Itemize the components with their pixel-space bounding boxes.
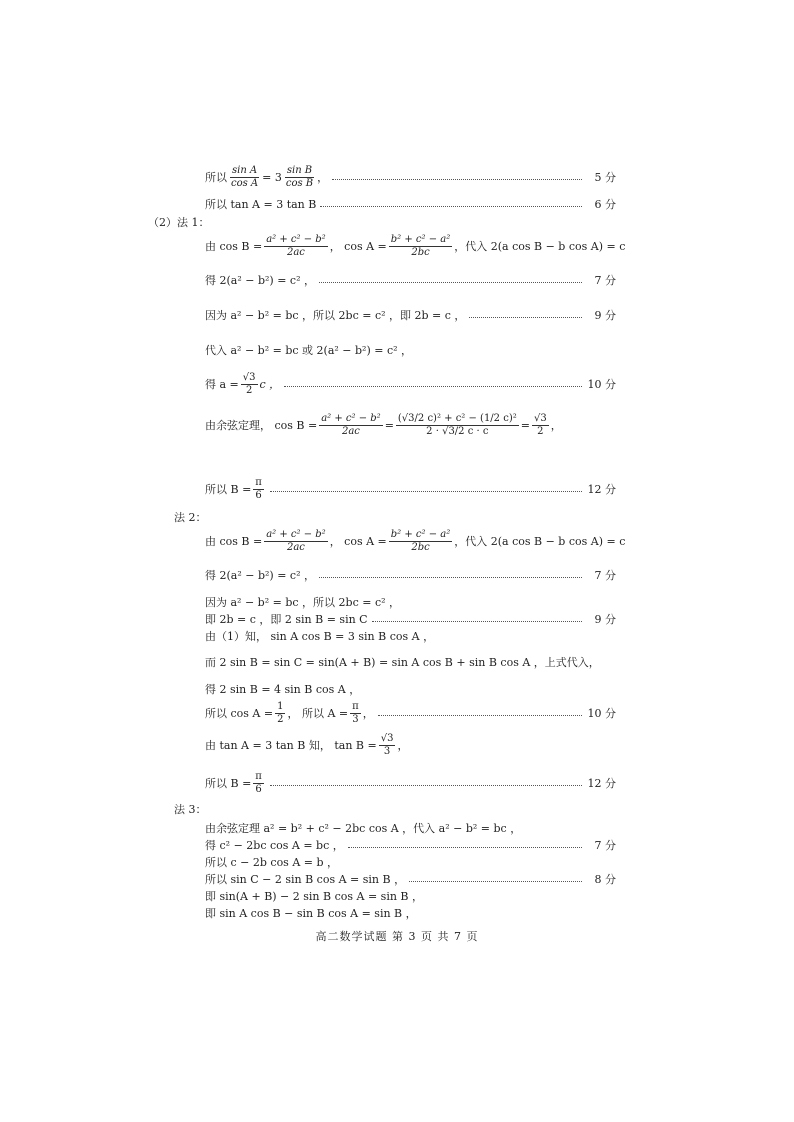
fraction: $\frac{\text{a² + c² − b²}}{2ac}$ xyxy=(321,413,381,437)
m2-line7 xyxy=(205,681,616,697)
m2-line6 xyxy=(205,654,616,670)
method3-label: 法 3： xyxy=(174,803,207,816)
m2-line2-text: 得 2(a² − b²) = c² ， xyxy=(205,569,315,582)
score-mark: 5 分 xyxy=(594,171,616,184)
m3-line5 xyxy=(205,888,616,904)
part1-line1-suffix: ， xyxy=(317,171,329,184)
m2-line3 xyxy=(205,594,616,610)
m3-line3 xyxy=(205,854,616,870)
m2-line5-text: 由（1）知， sin A cos B = 3 sin B cos A ， xyxy=(205,630,435,643)
dot-leader xyxy=(270,785,582,786)
m3-line1-text: 由余弦定理 a² = b² + c² − 2bc cos A ，代入 a² − b² = bc ， xyxy=(205,822,522,835)
m2-line1 xyxy=(205,529,626,553)
m2-line1-post: ，代入 2(a cos B − b cos A) = c xyxy=(454,535,626,548)
score-mark: 7 分 xyxy=(594,569,616,582)
m3-line4 xyxy=(205,871,616,887)
fraction: $\frac{√3}{2}$ xyxy=(533,413,547,437)
m1-line5-pre: 得 a = xyxy=(205,378,239,391)
fraction: $\frac{\pi}{6}$ xyxy=(255,771,262,795)
score-mark: 9 分 xyxy=(594,613,616,626)
m2-line8-pre: 所以 cos A = xyxy=(205,707,274,720)
score-mark: 8 分 xyxy=(594,873,616,886)
dot-leader xyxy=(319,577,582,578)
m1-line7-pre: 所以 B = xyxy=(205,483,252,496)
part1-line2 xyxy=(205,196,616,212)
score-mark: 12 分 xyxy=(587,483,616,496)
dot-leader xyxy=(284,386,582,387)
fraction: $\frac{√3}{2}$ xyxy=(242,372,256,396)
fraction: $\frac{1}{2}$ xyxy=(277,701,284,725)
m1-line6-pre: 由余弦定理， cos B = xyxy=(205,419,318,432)
m2-line9-post: ， xyxy=(397,739,409,752)
fraction: $\frac{\text{b² + c² − a²}}{2bc}$ xyxy=(390,234,451,258)
m2-line4-text: 即 2b = c ，即 2 sin B = sin C xyxy=(205,613,368,626)
part1-line1 xyxy=(205,165,616,189)
part1-line1-mid: = 3 xyxy=(262,170,282,184)
m1-line2-text: 得 2(a² − b²) = c² ， xyxy=(205,274,315,287)
m3-line1 xyxy=(205,820,616,836)
m2-line1-mid: ， cos A = xyxy=(329,535,387,548)
m1-line1-mid: ， cos A = xyxy=(329,240,387,253)
score-mark: 7 分 xyxy=(594,274,616,287)
m3-line2-text: 得 c² − 2bc cos A = bc ， xyxy=(205,839,344,852)
m1-line1-pre: 由 cos B = xyxy=(205,240,263,253)
fraction-sinA-over-cosA: $\frac{\text{sin A}}{\text{cos A}}$ xyxy=(231,165,259,189)
score-mark: 10 分 xyxy=(587,378,616,391)
score-mark: 12 分 xyxy=(587,777,616,790)
m2-line8 xyxy=(205,701,616,725)
m3-line4-text: 所以 sin C − 2 sin B cos A = sin B ， xyxy=(205,873,406,886)
m2-line7-text: 得 2 sin B = 4 sin B cos A ， xyxy=(205,683,361,696)
m2-line3-text: 因为 a² − b² = bc ，所以 2bc = c² ， xyxy=(205,596,401,609)
fraction: $\frac{\text{a² + c² − b²}}{2ac}$ xyxy=(266,529,326,553)
score-mark: 9 分 xyxy=(594,309,616,322)
m1-line1-post: ，代入 2(a cos B − b cos A) = c xyxy=(454,240,626,253)
fraction: $\frac{\pi}{3}$ xyxy=(352,701,359,725)
dot-leader xyxy=(348,847,582,848)
equals-sign: = xyxy=(384,418,394,432)
page-footer: 高二数学试题 第 3 页 共 7 页 xyxy=(315,930,479,943)
method2-label: 法 2： xyxy=(174,511,207,524)
part2-label: （2）法 1： xyxy=(148,216,210,229)
dot-leader xyxy=(332,179,582,180)
fraction: $\frac{\pi}{6}$ xyxy=(255,477,262,501)
m2-line9-pre: 由 tan A = 3 tan B 知， tan B = xyxy=(205,739,377,752)
dot-leader xyxy=(319,282,582,283)
dot-leader xyxy=(378,715,582,716)
m2-line6-text: 而 2 sin B = sin C = sin(A + B) = sin A cos B + sin B cos A ，上式代入， xyxy=(205,656,600,669)
dot-leader xyxy=(372,621,582,622)
m2-line10 xyxy=(205,771,616,795)
part1-line1-prefix: 所以 xyxy=(205,171,227,184)
m1-line3 xyxy=(205,307,616,323)
dot-leader xyxy=(270,491,582,492)
m1-line4 xyxy=(205,342,616,358)
m1-line5 xyxy=(205,372,616,396)
fraction: $\frac{\text{(√3/2 c)² + c² − (1/2 c)²}}{2 \cdot √3/2 c \cdot c}$ xyxy=(397,413,517,437)
m3-line6-text: 即 sin A cos B − sin B cos A = sin B ， xyxy=(205,907,417,920)
fraction: $\frac{\text{b² + c² − a²}}{2bc}$ xyxy=(390,529,451,553)
m2-line4 xyxy=(205,611,616,627)
fraction-sinB-over-cosB: $\frac{\text{sin B}}{\text{cos B}}$ xyxy=(285,165,314,189)
m3-line5-text: 即 sin(A + B) − 2 sin B cos A = sin B ， xyxy=(205,890,423,903)
fraction: $\frac{\text{a² + c² − b²}}{2ac}$ xyxy=(266,234,326,258)
m1-line6-post: ， xyxy=(550,419,562,432)
score-mark: 10 分 xyxy=(587,707,616,720)
part1-line2-text: 所以 tan A = 3 tan B xyxy=(205,198,317,211)
m3-line6 xyxy=(205,905,616,921)
m2-line8-post: ， xyxy=(362,707,374,720)
m2-line10-pre: 所以 B = xyxy=(205,777,252,790)
m2-line1-pre: 由 cos B = xyxy=(205,535,263,548)
m1-line1 xyxy=(205,234,626,258)
dot-leader xyxy=(320,206,582,207)
m3-line2 xyxy=(205,837,616,853)
m1-line6 xyxy=(205,413,616,437)
score-mark: 6 分 xyxy=(594,198,616,211)
fraction: $\frac{√3}{3}$ xyxy=(380,733,394,757)
m1-line7 xyxy=(205,477,616,501)
equals-sign: = xyxy=(520,418,530,432)
score-mark: 7 分 xyxy=(594,839,616,852)
m2-line8-mid: ， 所以 A = xyxy=(287,707,349,720)
m3-line3-text: 所以 c − 2b cos A = b ， xyxy=(205,856,339,869)
m1-line4-text: 代入 a² − b² = bc 或 2(a² − b²) = c² ， xyxy=(205,344,413,357)
m1-line2 xyxy=(205,272,616,288)
m2-line5 xyxy=(205,628,616,644)
m2-line9 xyxy=(205,733,616,757)
m1-line3-text: 因为 a² − b² = bc ，所以 2bc = c² ，即 2b = c ， xyxy=(205,309,466,322)
m1-line5-post: c ， xyxy=(259,378,281,391)
m2-line2 xyxy=(205,567,616,583)
dot-leader xyxy=(409,881,582,882)
dot-leader xyxy=(469,317,582,318)
